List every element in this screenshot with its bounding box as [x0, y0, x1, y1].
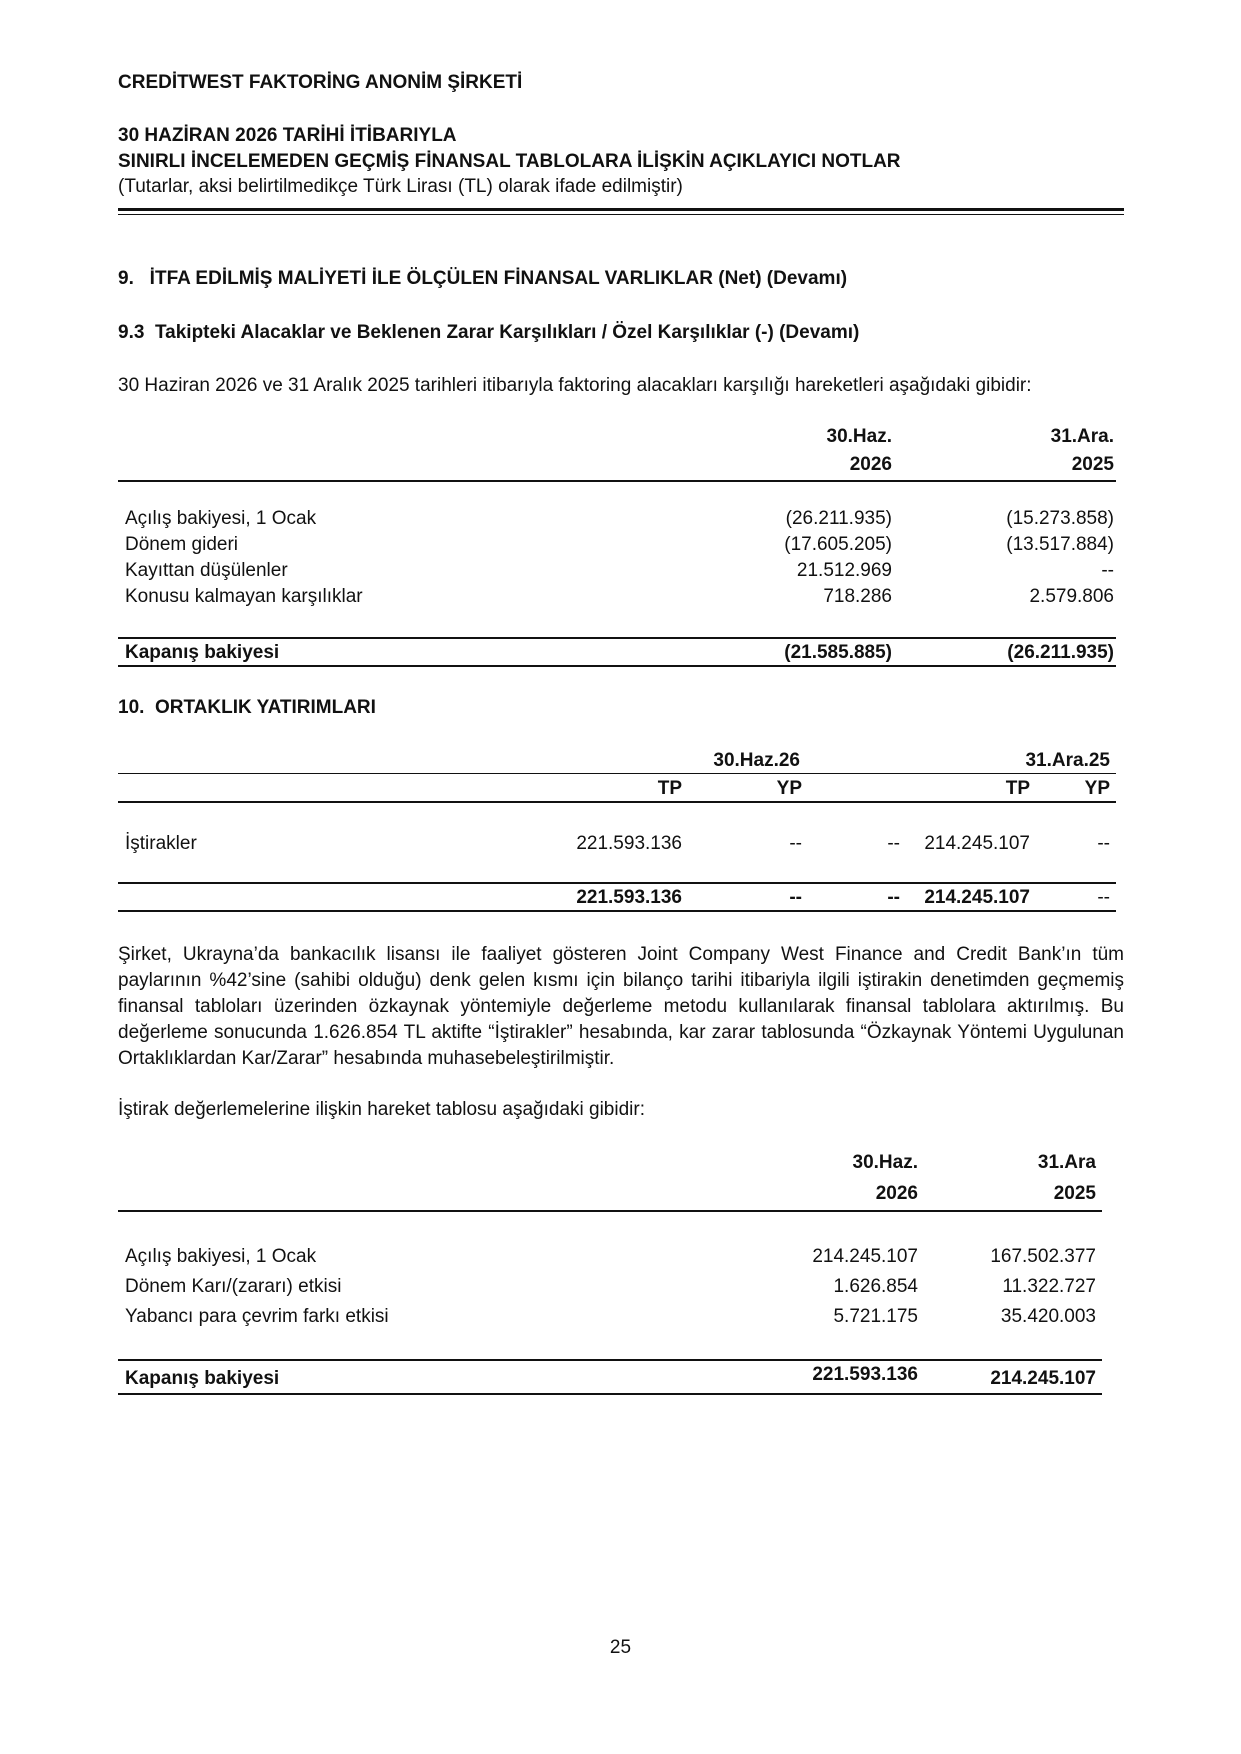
movement-row-2025: 35.420.003: [1000, 1306, 1096, 1327]
row-value-2026: (17.605.205): [784, 534, 892, 555]
movement-row-2025: 11.322.727: [1002, 1276, 1096, 1297]
col-yp-2026: YP: [776, 778, 802, 799]
section-9-title: 9. İTFA EDİLMİŞ MALİYETİ İLE ÖLÇÜLEN FİNANSAL VARLIKLAR (Net) (Devamı): [118, 268, 848, 289]
movement-total-label: Kapanış bakiyesi: [125, 1368, 280, 1389]
movement-row-label: Dönem Karı/(zararı) etkisi: [125, 1276, 342, 1297]
row-value-2025: --: [1101, 560, 1114, 581]
page-number: 25: [609, 1637, 632, 1658]
header-rule: [118, 208, 1124, 211]
period-header-rule: [118, 773, 1116, 774]
total-yp-2025: --: [1097, 887, 1110, 908]
section-9-intro: 30 Haziran 2026 ve 31 Aralık 2025 tarihleri itibarıyla faktoring alacakları karşılığı hareketleri aşağıdaki gibidir:: [118, 375, 1032, 396]
equity-method-paragraph: Şirket, Ukrayna’da bankacılık lisansı ile faaliyet gösteren Joint Company West Finance and Credit Bank’ın tüm paylarının %42’sine (sahibi olduğu) denk gelen kısmı için bilanço tarihi itibariyla ilgili iştirakin denetimden geçmemiş finansal tabloları üzerinden özkaynak yöntemiyle değerleme metodu kullanılarak finansal tablolara aktırılmış. Bu değerleme sonucunda 1.626.854 TL aktifte “İştirakler” hesabında, kar zarar tablosunda “Özkaynak Yöntemi Uygulunan Ortaklıklardan Kar/Zarar” hesabında muhasebeleştirilmiştir.: [118, 944, 1124, 1069]
col-header-2025-line2: 2025: [1071, 454, 1114, 475]
row-tp-2025: 214.245.107: [924, 833, 1030, 854]
col-tp-2025: TP: [1005, 778, 1030, 799]
total-bottom-rule: [118, 910, 1116, 912]
row-value-2025: 2.579.806: [1029, 586, 1114, 607]
movement-row-2026: 1.626.854: [833, 1276, 918, 1297]
col-header-2026-line1: 30.Haz.: [826, 426, 892, 447]
row-value-2026: 718.286: [823, 586, 892, 607]
movement-col-2026-line1: 30.Haz.: [852, 1152, 918, 1173]
row-value-2025: (13.517.884): [1006, 534, 1114, 555]
movement-col-2025-line2: 2025: [1053, 1183, 1096, 1204]
col-header-2026-line2: 2026: [849, 454, 892, 475]
movement-row-label: Açılış bakiyesi, 1 Ocak: [125, 1246, 317, 1267]
row-yp-2025: --: [1097, 833, 1110, 854]
movement-intro: İştirak değerlemelerine ilişkin hareket tablosu aşağıdaki gibidir:: [118, 1099, 645, 1120]
movement-row-label: Yabancı para çevrim farkı etkisi: [125, 1306, 389, 1327]
total-bottom-rule: [118, 665, 1116, 667]
row-yp-2026: --: [789, 833, 802, 854]
total-dash: --: [887, 887, 900, 908]
col-yp-2025: YP: [1084, 778, 1110, 799]
header-rule-secondary: [118, 214, 1124, 215]
total-value-2025: (26.211.935): [1007, 642, 1114, 663]
col-tp-2026: TP: [657, 778, 682, 799]
total-value-2026: (21.585.885): [784, 642, 892, 663]
section-10-title: 10. ORTAKLIK YATIRIMLARI: [118, 697, 376, 718]
section-9-3-title: 9.3 Takipteki Alacaklar ve Beklenen Zarar Karşılıkları / Özel Karşılıklar (-) (Devamı): [118, 322, 860, 343]
column-header-rule: [118, 801, 1116, 803]
notes-title: SINIRLI İNCELEMEDEN GEÇMİŞ FİNANSAL TABLOLARA İLİŞKİN AÇIKLAYICI NOTLAR: [118, 151, 901, 172]
row-label: Dönem gideri: [125, 534, 238, 555]
total-tp-2025: 214.245.107: [924, 887, 1030, 908]
company-name: CREDİTWEST FAKTORİNG ANONİM ŞİRKETİ: [118, 72, 523, 93]
period-header-2026: 30.Haz.26: [713, 750, 800, 771]
row-label: İştirakler: [125, 833, 197, 854]
row-value-2026: 21.512.969: [796, 560, 892, 581]
total-top-rule: [118, 882, 1116, 884]
row-value-2026: (26.211.935): [785, 508, 892, 529]
currency-note: (Tutarlar, aksi belirtilmedikçe Türk Lirası (TL) olarak ifade edilmiştir): [118, 176, 683, 197]
movement-col-2026-line2: 2026: [875, 1183, 918, 1204]
row-label: Açılış bakiyesi, 1 Ocak: [125, 508, 317, 529]
total-tp-2026: 221.593.136: [576, 887, 682, 908]
movement-row-2026: 214.245.107: [812, 1246, 918, 1267]
total-top-rule: [118, 637, 1116, 639]
row-tp-2026: 221.593.136: [576, 833, 682, 854]
row-label: Konusu kalmayan karşılıklar: [125, 586, 363, 607]
movement-row-2025: 167.502.377: [990, 1246, 1096, 1267]
total-label: Kapanış bakiyesi: [125, 642, 280, 663]
period-header-2025: 31.Ara.25: [1025, 750, 1110, 771]
movement-total-2026: 221.593.136: [812, 1364, 918, 1385]
movement-header-rule: [118, 1210, 1102, 1212]
report-date-line: 30 HAZİRAN 2026 TARİHİ İTİBARIYLA: [118, 125, 457, 146]
movement-total-bottom-rule: [118, 1393, 1102, 1395]
row-label: Kayıttan düşülenler: [125, 560, 288, 581]
total-yp-2026: --: [789, 887, 802, 908]
movement-col-2025-line1: 31.Ara: [1037, 1152, 1096, 1173]
movement-total-top-rule: [118, 1359, 1102, 1361]
table-header-rule: [118, 480, 1116, 482]
movement-row-2026: 5.721.175: [833, 1306, 918, 1327]
movement-total-2025: 214.245.107: [990, 1368, 1096, 1389]
col-header-2025-line1: 31.Ara.: [1050, 426, 1114, 447]
row-value-2025: (15.273.858): [1006, 508, 1114, 529]
row-dash: --: [887, 833, 900, 854]
